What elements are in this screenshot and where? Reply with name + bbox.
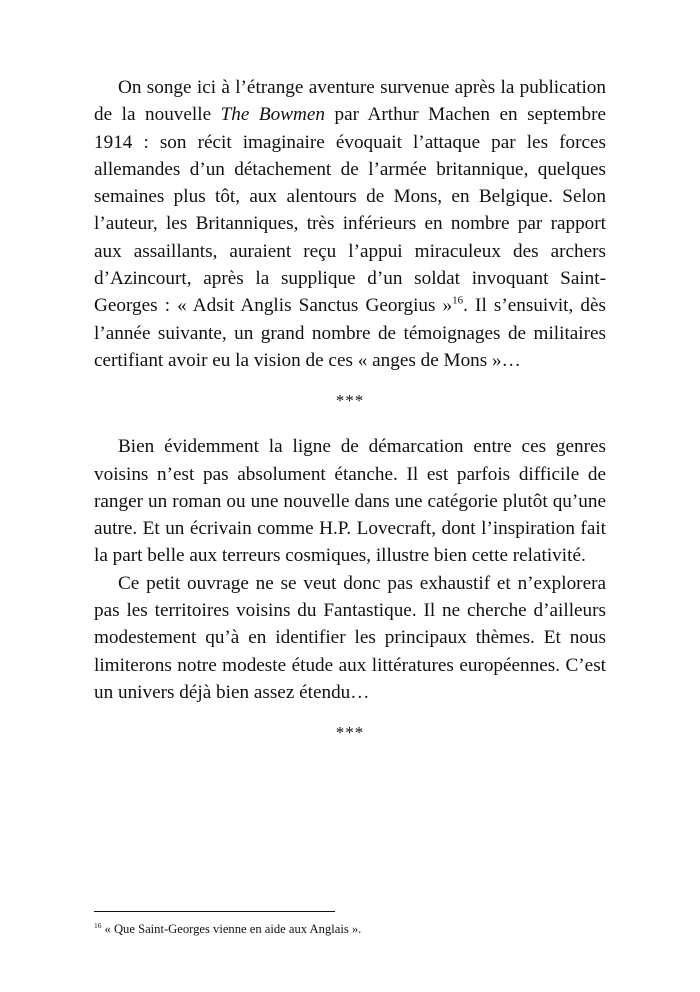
paragraph-bowmen-part3: . Il s’ensuivit, dès l’année suivante, un grand nombre de témoignages de militaires certifiant avoir eu la vision de ces « anges de Mons »… bbox=[94, 295, 606, 371]
paragraph-bowmen-part1: On songe ici à l’étrange aventure survenue après la publication de la nouvelle bbox=[94, 77, 606, 126]
book-title: The Bowmen bbox=[220, 104, 325, 126]
paragraph-bowmen-part2: par Arthur Machen en septembre 1914 : son récit imaginaire évoquait l’attaque par les forces allemandes d’un détachement de l’armée britannique, quelques semaines plus tôt, aux alentours de Mons, en Belgique. Selon l’auteur, les Britanniques, très inférieurs en nombre par rapport aux assaillants, auraient reçu l’appui miraculeux des archers d’Azincourt, après la supplique d’un soldat invoquant Saint-Georges : « Adsit Anglis Sanctus Georgius » bbox=[94, 104, 606, 317]
footnote bbox=[94, 921, 361, 937]
footnote-number: 16 bbox=[94, 920, 102, 930]
section-separator: *** bbox=[335, 723, 365, 743]
section-separator: *** bbox=[335, 391, 365, 411]
footnote-divider bbox=[94, 911, 335, 912]
footnote-text: « Que Saint-Georges vienne en aide aux Anglais ». bbox=[104, 922, 362, 936]
page-body bbox=[94, 74, 606, 743]
footnote-reference[interactable]: 16 bbox=[452, 294, 464, 307]
paragraph-scope: Ce petit ouvrage ne se veut donc pas exhaustif et n’explorera pas les territoires voisins du Fantastique. Il ne cherche d’ailleurs modestement qu’à en identifier les principaux thèmes. Et nous limiterons notre modeste étude aux littératures européennes. C’est un univers déjà bien assez étendu… bbox=[94, 572, 606, 703]
paragraph-genres: Bien évidemment la ligne de démarcation entre ces genres voisins n’est pas absolument étanche. Il est parfois difficile de ranger un roman ou une nouvelle dans une catégorie plutôt qu’une autre. Et un écrivain comme H.P. Lovecraft, dont l’inspiration fait la part belle aux terreurs cosmiques, illustre bien cette relativité. bbox=[94, 436, 606, 567]
paragraph-bowmen bbox=[94, 74, 606, 374]
